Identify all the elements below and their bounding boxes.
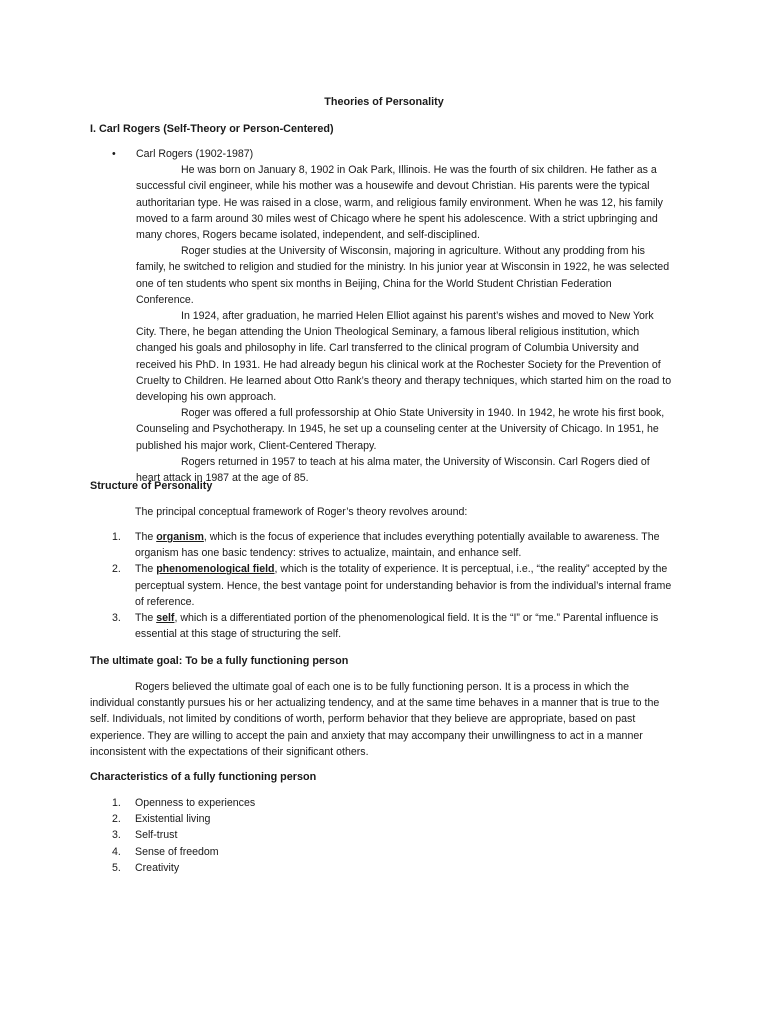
biography-section: [112, 146, 672, 486]
section-heading-ultimate-goal: The ultimate goal: To be a fully functioning person: [90, 655, 349, 667]
list-number: 3.: [112, 829, 121, 842]
list-item-text: [135, 529, 672, 561]
list-item-prefix: The: [135, 531, 157, 543]
section-heading-carl-rogers: I. Carl Rogers (Self-Theory or Person-Centered): [90, 123, 334, 135]
biography-name: Carl Rogers (1902-1987): [136, 148, 254, 160]
list-item-text: [135, 610, 672, 642]
section-heading-structure: Structure of Personality: [90, 480, 213, 492]
list-number: 1.: [112, 531, 121, 543]
list-item-text: Sense of freedom: [135, 845, 219, 858]
list-number: 2.: [112, 813, 121, 826]
list-number: 5.: [112, 861, 121, 874]
bullet-icon: •: [112, 148, 116, 160]
list-item: [112, 561, 672, 610]
biography-paragraph: In 1924, after graduation, he married Helen Elliot against his parent’s wishes and moved to New York City. There, he began attending the Union Theological Seminary, a famous liberal religious institution, which changed his goals and philosophy in life. Carl transferred to the clinical program of Columbia University and received his PhD. In 1931. He had already begun his clinical work at the Rochester Society for the Prevention of Cruelty to Children. He learned about Otto Rank’s theory and therapy techniques, which started him on the road to developing his own approach.: [136, 310, 672, 404]
list-item-text: Openness to experiences: [135, 797, 256, 809]
list-number: 3.: [112, 612, 121, 625]
list-item-description: , which is a differentiated portion of the phenomenological field. It is the “I” or “me.” Parental influence is essential at this stage of structuring the self.: [135, 612, 659, 641]
list-item-prefix: The: [135, 563, 157, 576]
list-item: [112, 610, 672, 642]
term-self: self: [156, 612, 175, 625]
list-item: [112, 860, 672, 876]
list-item-text: Existential living: [135, 813, 211, 826]
list-item: [112, 529, 672, 561]
biography-paragraph: Roger was offered a full professorship at Ohio State University in 1940. In 1942, he wrote his first book, Counseling and Psychotherapy. In 1945, he set up a counseling center at the University of Chicago. In 1951, he published his major work, Client-Centered Therapy.: [136, 407, 665, 452]
list-item-description: , which is the focus of experience that includes everything potentially available to awareness. The organism has one basic tendency: strives to actualize, maintain, and enhance self.: [135, 531, 660, 560]
list-number: 4.: [112, 845, 121, 858]
biography-paragraph: Rogers returned in 1957 to teach at his alma mater, the University of Wisconsin. Carl Rogers died of heart attack in 1987 at the age of 85.: [136, 455, 650, 485]
list-item: [112, 844, 672, 860]
characteristics-list: [112, 795, 672, 876]
biography-paragraph: Roger studies at the University of Wisconsin, majoring in agriculture. Without any prodding from his family, he switched to religion and studied for the ministry. In his junior year at Wisconsin in 1922, he was selected one of ten students who spent six months in Beijing, China for the World Student Christian Federation Conference.: [136, 245, 670, 306]
list-item-text: Self-trust: [135, 829, 178, 842]
biography-bullet-item: [112, 146, 672, 162]
term-phenomenological-field: phenomenological field: [156, 563, 275, 576]
list-item-text: Creativity: [135, 861, 180, 874]
structure-list: [112, 529, 672, 642]
structure-intro: The principal conceptual framework of Roger’s theory revolves around:: [135, 506, 468, 518]
list-item-prefix: The: [135, 612, 157, 625]
biography-text: [136, 162, 672, 486]
term-organism: organism: [156, 531, 204, 543]
section-heading-characteristics: Characteristics of a fully functioning person: [90, 771, 317, 783]
list-item: [112, 795, 672, 811]
list-number: 1.: [112, 797, 121, 809]
ultimate-goal-paragraph: Rogers believed the ultimate goal of each one is to be fully functioning person. It is a process in which the individual constantly pursues his or her actualizing tendency, and at the same time behaves in a manner that is true to the self. Individuals, not limited by conditions of worth, perform behavior that they believe are appropriate, based on past experience. They are willing to accept the pain and anxiety that may accompany their unwillingness to act in a manner inconsistent with the expectations of their significant others.: [90, 681, 660, 758]
list-item-description: , which is the totality of experience. It is perceptual, i.e., “the reality” accepted by the perceptual system. Hence, the best vantage point for understanding behavior is from the individual’s internal frame of reference.: [135, 563, 672, 608]
list-item: [112, 827, 672, 843]
list-number: 2.: [112, 563, 121, 576]
document-title: Theories of Personality: [324, 96, 444, 108]
list-item: [112, 811, 672, 827]
biography-paragraph: He was born on January 8, 1902 in Oak Park, Illinois. He was the fourth of six children. He father as a successful civil engineer, while his mother was a housewife and devout Christian. His parents were the typical authoritarian type. He was raised in a close, warm, and religious family environment. When he was 12, his family moved to a farm around 30 miles west of Chicago where he spent his adolescence. With a strict upbringing and many chores, Rogers became isolated, independent, and self-disciplined.: [136, 164, 663, 242]
list-item-text: [135, 561, 672, 610]
